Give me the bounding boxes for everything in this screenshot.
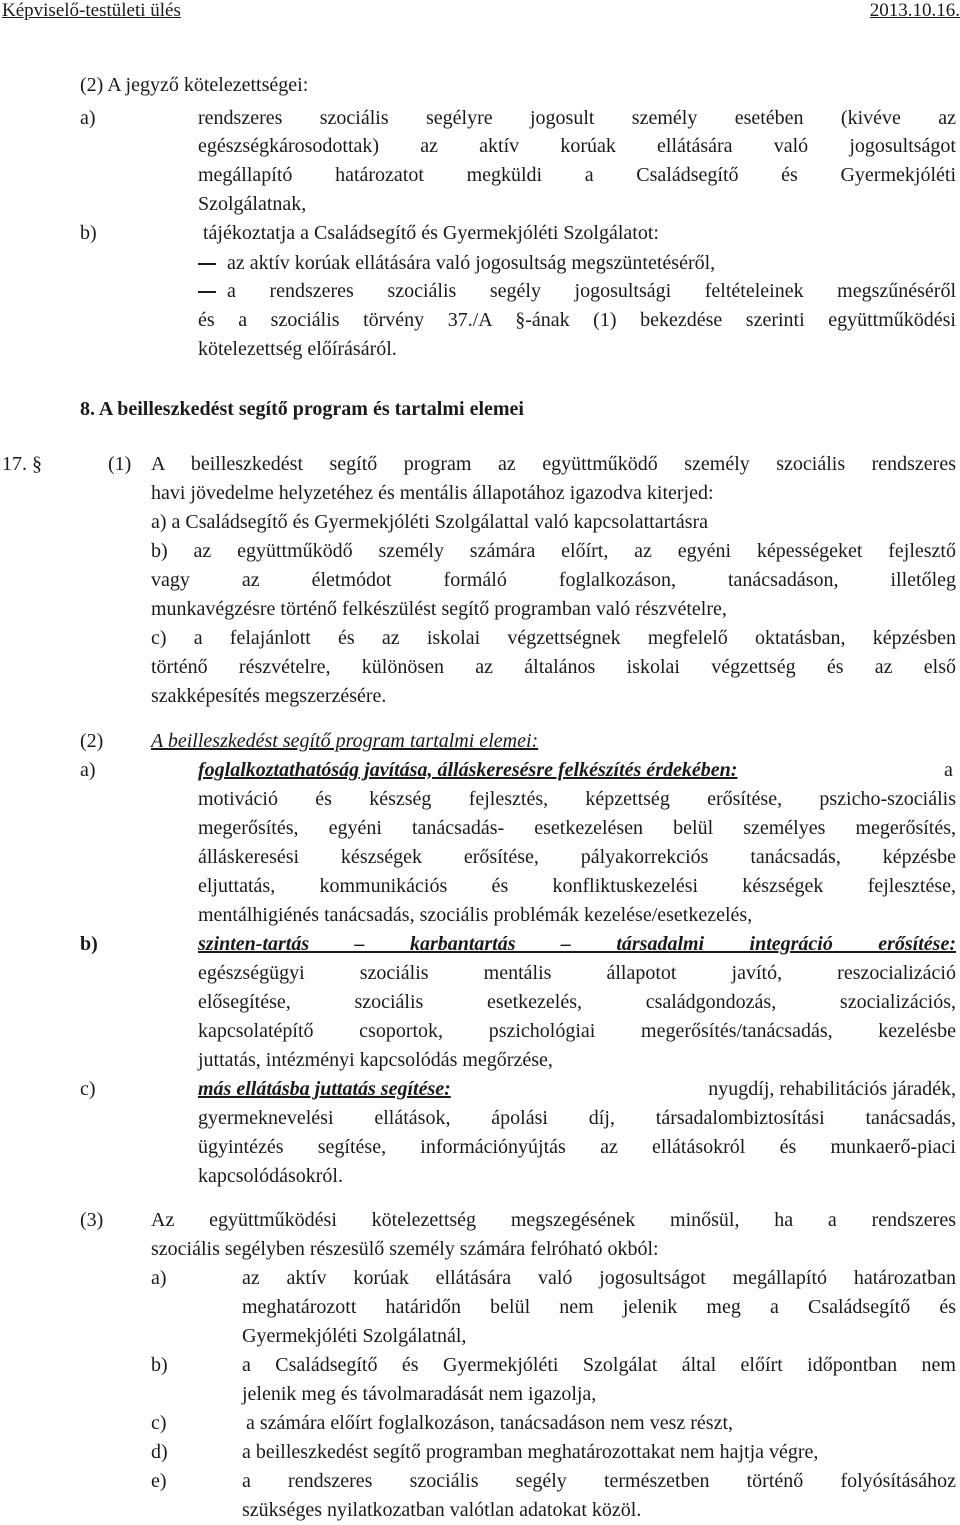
list-item: c) a felajánlott és az iskolai végzettségnek megfelelő oktatásban, képzésben bbox=[151, 627, 956, 649]
paragraph-line: egészségkárosodottak) az aktív korúak ellátására való jogosultságot bbox=[198, 135, 956, 157]
paragraph-line: havi jövedelme helyzetéhez és mentális állapotához igazodva kiterjed: bbox=[151, 482, 714, 504]
subsection-label: (2) bbox=[80, 730, 104, 752]
paragraph-line: tájékoztatja a Családsegítő és Gyermekjóléti Szolgálatot: bbox=[203, 222, 659, 244]
paragraph-line: megerősítés, egyéni tanácsadás- esetkezelésen belül személyes megerősítés, bbox=[198, 817, 956, 839]
paragraph-line: és a szociális törvény 37./A §-ának (1) bekezdése szerinti együttműködési bbox=[198, 309, 956, 331]
item-heading: szinten-tartás – karbantartás – társadalmi integráció erősítése: bbox=[198, 933, 956, 955]
paragraph-line: Szolgálatnak, bbox=[198, 193, 307, 215]
item-label: a) bbox=[80, 759, 96, 781]
paragraph-line: kapcsolatépítő csoportok, pszichológiai megerősítés/tanácsadás, kezelésbe bbox=[198, 1020, 956, 1042]
paragraph-line: kapcsolódásokról. bbox=[198, 1165, 343, 1187]
item-label: b) bbox=[151, 1354, 168, 1376]
list-item: b) az együttműködő személy számára előírt, az egyéni képességeket fejlesztő bbox=[151, 540, 956, 562]
paragraph-line: elősegítése, szociális esetkezelés, családgondozás, szocializációs, bbox=[198, 991, 956, 1013]
list-item: a) a Családsegítő és Gyermekjóléti Szolgálattal való kapcsolattartásra bbox=[151, 511, 709, 533]
paragraph-line: jelenik meg és távolmaradását nem igazolja, bbox=[242, 1383, 597, 1405]
paragraph-line: szakképesítés megszerzésére. bbox=[151, 685, 387, 707]
item-label: a) bbox=[151, 1267, 167, 1289]
paragraph-line: megállapító határozatot megküldi a Családsegítő és Gyermekjóléti bbox=[198, 164, 956, 186]
paragraph-line: juttatás, intézményi kapcsolódás megőrzése, bbox=[198, 1049, 553, 1071]
item-label: b) bbox=[80, 222, 97, 244]
item-label: c) bbox=[151, 1412, 167, 1434]
paragraph-line: gyermeknevelési ellátások, ápolási díj, társadalombiztosítási tanácsadás, bbox=[198, 1107, 956, 1129]
subsection-label: (3) bbox=[80, 1209, 104, 1231]
dash-item: a rendszeres szociális segély jogosultsági feltételeinek megszűnéséről bbox=[227, 280, 956, 302]
paragraph-line: meghatározott határidőn belül nem jelenik meg a Családsegítő és bbox=[242, 1296, 956, 1318]
dash-bullet bbox=[198, 263, 216, 265]
subsection-label: (1) bbox=[108, 453, 132, 475]
dash-item: az aktív korúak ellátására való jogosultság megszüntetéséről, bbox=[227, 252, 716, 274]
list-item: a rendszeres szociális segély természetben történő folyósításához bbox=[242, 1470, 956, 1492]
paragraph-line: Az együttműködési kötelezettség megszegésének minősül, ha a rendszeres bbox=[151, 1209, 956, 1231]
paragraph-line: eljuttatás, kommunikációs és konfliktuskezelési készségek fejlesztése, bbox=[198, 875, 956, 897]
list-item: a számára előírt foglalkozáson, tanácsadáson nem vesz részt, bbox=[246, 1412, 734, 1434]
item-label: a) bbox=[80, 107, 96, 129]
section-title: (2) A jegyző kötelezettségei: bbox=[80, 74, 309, 96]
item-heading-tail: nyugdíj, rehabilitációs járadék, bbox=[708, 1078, 956, 1100]
subsection-title: A beilleszkedést segítő program tartalmi elemei: bbox=[151, 730, 539, 752]
paragraph-line: munkavégzésre történő felkészülést segítő programban való részvételre, bbox=[151, 598, 727, 620]
list-item: a beilleszkedést segítő programban meghatározottakat nem hajtja végre, bbox=[242, 1441, 819, 1463]
paragraph-line: álláskeresési készségek erősítése, pályakorrekciós tanácsadás, képzésbe bbox=[198, 846, 956, 868]
item-heading: foglalkoztathatóság javítása, álláskeresésre felkészítés érdekében: bbox=[198, 759, 738, 781]
item-label: d) bbox=[151, 1441, 168, 1463]
list-item: a Családsegítő és Gyermekjóléti Szolgálat által előírt időpontban nem bbox=[242, 1354, 956, 1376]
paragraph-line: szociális segélyben részesülő személy számára felróható okból: bbox=[151, 1238, 659, 1260]
paragraph-line: Gyermekjóléti Szolgálatnál, bbox=[242, 1325, 467, 1347]
item-heading-tail: a bbox=[944, 759, 953, 781]
paragraph-line: kötelezettség előírásáról. bbox=[198, 338, 397, 360]
paragraph-line: vagy az életmódot formáló foglalkozáson, tanácsadáson, illetőleg bbox=[151, 569, 956, 591]
header-title: Képviselő-testületi ülés bbox=[2, 0, 181, 21]
paragraph-line: történő részvételre, különösen az általános iskolai végzettség és az első bbox=[151, 656, 956, 678]
page-header bbox=[0, 0, 960, 24]
paragraph-line: mentálhigiénés tanácsadás, szociális problémák kezelése/esetkezelés, bbox=[198, 904, 753, 926]
header-date: 2013.10.16. bbox=[869, 0, 960, 21]
paragraph-line: A beilleszkedést segítő program az együttműködő személy szociális rendszeres bbox=[151, 453, 956, 475]
paragraph-line: szükséges nyilatkozatban valótlan adatokat közöl. bbox=[242, 1499, 642, 1521]
item-heading: más ellátásba juttatás segítése: bbox=[198, 1078, 451, 1100]
item-label: c) bbox=[80, 1078, 96, 1100]
section-heading: 8. A beilleszkedést segítő program és tartalmi elemei bbox=[80, 398, 524, 420]
dash-bullet bbox=[198, 291, 216, 293]
item-label: e) bbox=[151, 1470, 167, 1492]
paragraph-line: motiváció és készség fejlesztés, képzettség erősítése, pszicho-szociális bbox=[198, 788, 956, 810]
paragraph-line: egészségügyi szociális mentális állapotot javító, reszocializáció bbox=[198, 962, 956, 984]
item-label: b) bbox=[80, 933, 98, 955]
paragraph-line: ügyintézés segítése, információnyújtás az ellátásokról és munkaerő-piaci bbox=[198, 1136, 956, 1158]
paragraph-line: rendszeres szociális segélyre jogosult személy esetében (kivéve az bbox=[198, 107, 956, 129]
list-item: az aktív korúak ellátására való jogosultságot megállapító határozatban bbox=[242, 1267, 956, 1289]
paragraph-number: 17. § bbox=[2, 453, 42, 475]
